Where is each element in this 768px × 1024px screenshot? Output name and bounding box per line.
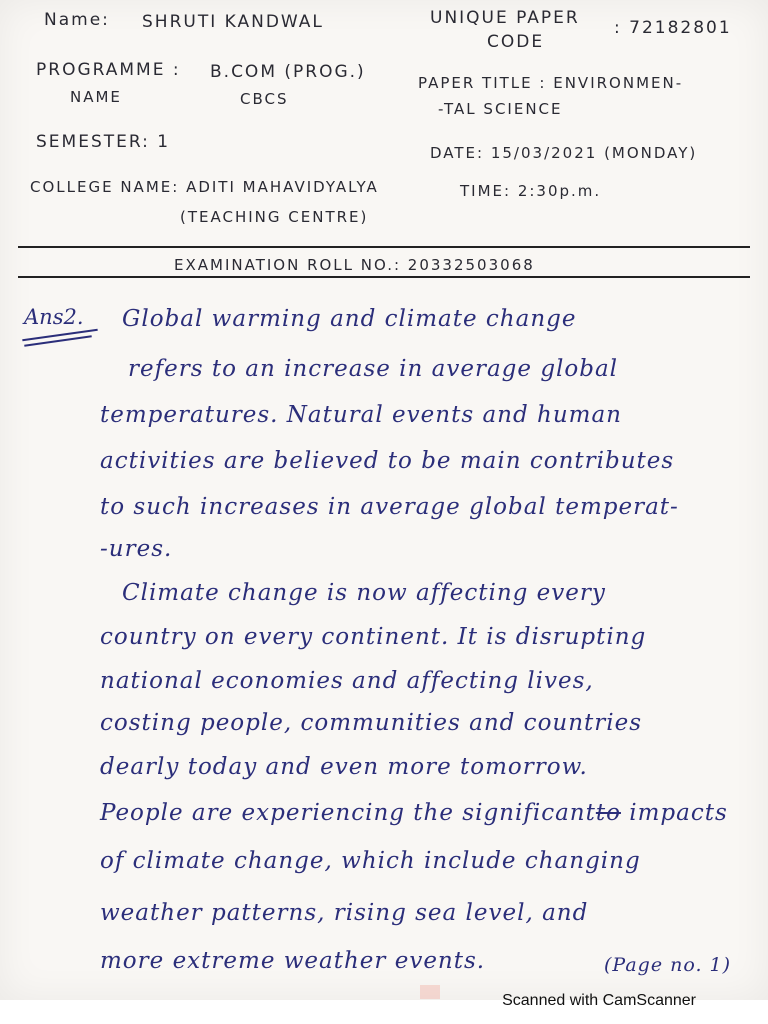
header-divider-top [18, 246, 750, 248]
answer-line-8: country on every continent. It is disrupting [100, 624, 647, 650]
answer-line-11: dearly today and even more tomorrow. [100, 754, 588, 780]
roll-number: EXAMINATION ROLL NO.: 20332503068 [174, 256, 535, 274]
exam-time: TIME: 2:30p.m. [460, 182, 602, 200]
page-number: (Page no. 1) [604, 954, 732, 976]
name-value: SHRUTI KANDWAL [142, 12, 324, 32]
unique-paper-code-label: UNIQUE PAPER [430, 8, 580, 28]
answer-line-9: national economies and affecting lives, [100, 668, 594, 694]
college-name-2: (TEACHING CENTRE) [180, 208, 369, 226]
answer-line-12-end: impacts [629, 800, 728, 826]
struck-word: to [595, 800, 621, 826]
unique-paper-code-label-2: CODE [487, 32, 545, 52]
red-mark [420, 985, 440, 999]
answer-line-14: weather patterns, rising sea level, and [100, 900, 589, 926]
college-name: COLLEGE NAME: ADITI MAHAVIDYALYA [30, 178, 379, 196]
answer-line-5: to such increases in average global temperat- [100, 494, 679, 520]
programme-value: B.COM (PROG.) [210, 62, 366, 82]
camscanner-watermark: Scanned with CamScanner [502, 992, 696, 1009]
answer-line-4: activities are believed to be main contributes [100, 448, 675, 474]
answer-line-2: refers to an increase in average global [128, 356, 619, 382]
answer-line-15: more extreme weather events. [100, 948, 486, 974]
answer-line-1: Global warming and climate change [122, 306, 577, 332]
answer-line-10: costing people, communities and countries [100, 710, 643, 736]
programme-value-2: CBCS [240, 90, 289, 108]
answer-line-12-text: People are experiencing the significant [100, 800, 596, 826]
semester: SEMESTER: 1 [36, 132, 171, 152]
answer-line-7: Climate change is now affecting every [122, 580, 606, 606]
header-divider-bottom [18, 276, 750, 278]
answer-line-12 [100, 800, 728, 826]
answer-line-6: -ures. [100, 536, 173, 562]
answer-label: Ans2. [24, 305, 84, 329]
unique-paper-code-value: : 72182801 [614, 18, 732, 38]
paper-title: PAPER TITLE : ENVIRONMEN- [418, 74, 684, 92]
exam-date: DATE: 15/03/2021 (MONDAY) [430, 144, 698, 162]
answer-line-3: temperatures. Natural events and human [100, 402, 622, 428]
answer-line-13: of climate change, which include changing [100, 848, 641, 874]
paper-title-2: -TAL SCIENCE [438, 100, 563, 118]
programme-label: PROGRAMME : [36, 60, 181, 80]
programme-name-label: NAME [70, 88, 122, 106]
name-label: Name: [44, 10, 110, 30]
